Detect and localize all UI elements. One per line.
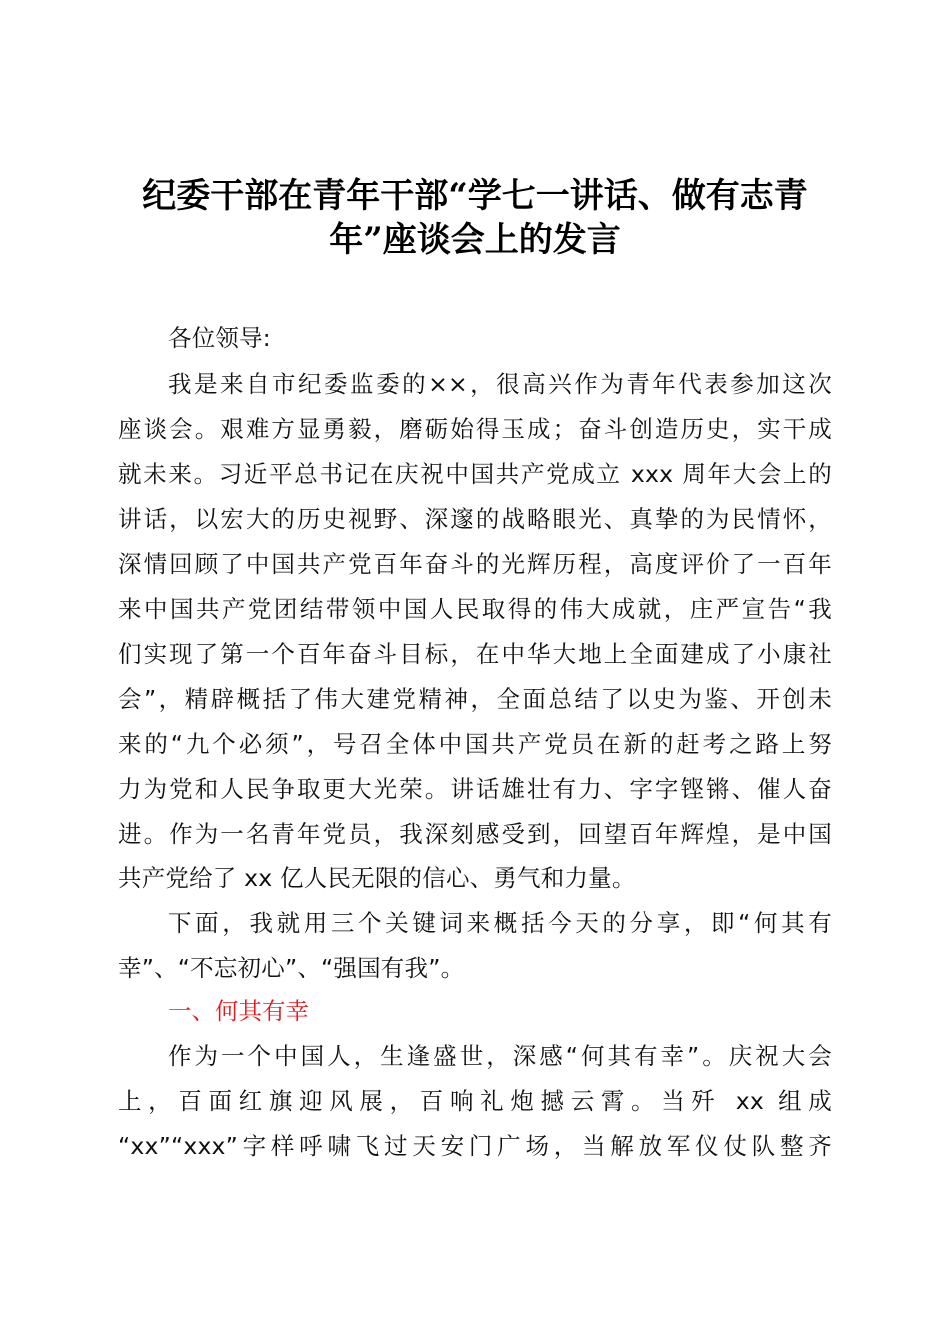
document-title-line-1: 纪委干部在青年干部“学七一讲话、做有志青: [142, 176, 808, 216]
paragraph-1-line: 力为党和人民争取更大光荣。讲话雄壮有力、字字铿锵、催人奋: [118, 775, 832, 803]
paragraph-1-line: 们实现了第一个百年奋斗目标，在中华大地上全面建成了小康社: [118, 640, 832, 668]
paragraph-3-line: 上，百面红旗迎风展，百响礼炮撼云霄。当歼 xx 组成: [118, 1087, 832, 1115]
salutation: 各位领导:: [168, 324, 271, 352]
paragraph-1-line: 就未来。习近平总书记在庆祝中国共产党成立 xxx 周年大会上的: [118, 460, 832, 488]
paragraph-2-line: 幸”、“不忘初心”、“强国有我”。: [118, 954, 465, 982]
paragraph-1-line: 座谈会。艰难方显勇毅，磨砺始得玉成；奋斗创造历史，实干成: [118, 415, 832, 443]
paragraph-3-line: 作为一个中国人，生逢盛世，深感“何其有幸”。庆祝大会: [168, 1042, 832, 1070]
paragraph-1-line: 会”，精辟概括了伟大建党精神，全面总结了以史为鉴、开创未: [118, 685, 832, 713]
paragraph-1-line: 深情回顾了中国共产党百年奋斗的光辉历程，高度评价了一百年: [118, 550, 832, 578]
section-heading: 一、何其有幸: [168, 997, 309, 1025]
paragraph-1-line: 来的“九个必须”，号召全体中国共产党员在新的赶考之路上努: [118, 730, 832, 758]
paragraph-1-line: 我是来自市纪委监委的××，很高兴作为青年代表参加这次: [168, 370, 832, 398]
paragraph-1-line: 来中国共产党团结带领中国人民取得的伟大成就，庄严宣告“我: [118, 595, 832, 623]
paragraph-3-line: “xx”“xxx”字样呼啸飞过天安门广场，当解放军仪仗队整齐: [118, 1132, 832, 1160]
paragraph-2-line: 下面，我就用三个关键词来概括今天的分享，即“何其有: [168, 909, 832, 937]
document-title-line-2: 年”座谈会上的发言: [329, 220, 621, 260]
paragraph-1-line: 共产党给了 xx 亿人民无限的信心、勇气和力量。: [118, 864, 636, 892]
paragraph-1-line: 讲话，以宏大的历史视野、深邃的战略眼光、真挚的为民情怀，: [118, 505, 832, 533]
paragraph-1-line: 进。作为一名青年党员，我深刻感受到，回望百年辉煌，是中国: [118, 820, 832, 848]
